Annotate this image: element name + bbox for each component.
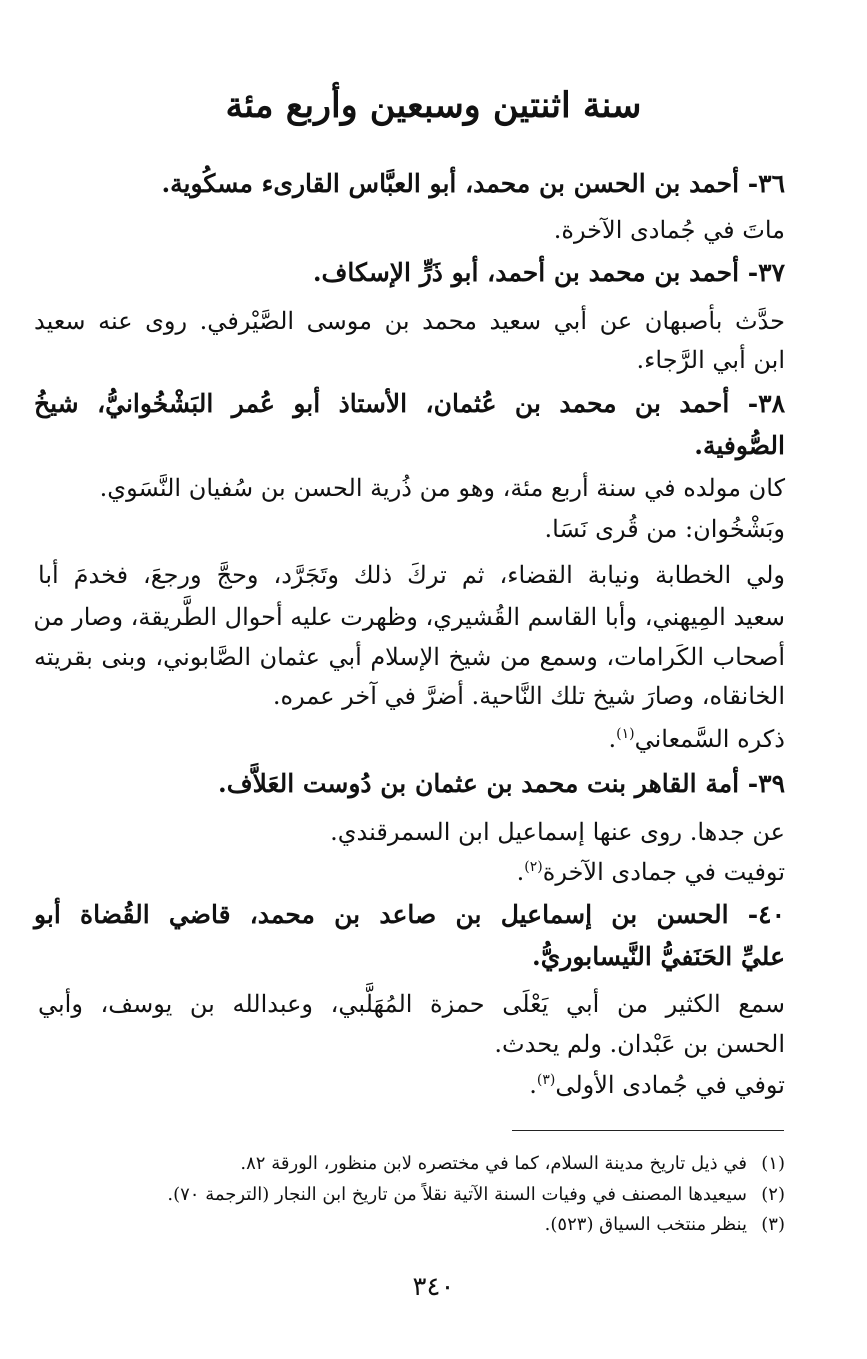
entry-38-text-3: ولي الخطابة ونيابة القضاء، ثم تركَ ذلك وتَجَرَّد، وحجَّ ورجعَ، فخدمَ أبا xyxy=(38,561,785,589)
entry-40-text-1: سمع الكثير من أبي يَعْلَى حمزة المُهَلَّبي، وعبدالله بن يوسف، وأبي xyxy=(38,990,785,1018)
footnote-ref-1: (١) xyxy=(616,726,635,742)
footnote-number: (٣) xyxy=(761,1214,785,1235)
entry-38-text-2: وبَشْخُوان: من قُرى نَسَا. xyxy=(544,515,785,543)
entry-39-heading: ٣٩- أمة القاهر بنت محمد بن عثمان بن دُوست العَلاَّف. xyxy=(218,769,785,798)
footnote-ref-3: (٣) xyxy=(536,1072,556,1088)
entry-38-text-6: الخانقاه، وصارَ شيخ تلك النَّاحية. أضرَّ في آخر عمره. xyxy=(272,682,785,710)
entry-37-heading: ٣٧- أحمد بن محمد بن أحمد، أبو ذَرٍّ الإسكاف. xyxy=(312,258,785,287)
entry-39-text-1: عن جدها. روى عنها إسماعيل ابن السمرقندي. xyxy=(330,818,785,846)
entry-36-text: ماتَ في جُمادى الآخرة. xyxy=(553,216,785,244)
entry-36-heading: ٣٦- أحمد بن الحسن بن محمد، أبو العبَّاس القارىء مسكُوية. xyxy=(161,169,785,198)
footnote-text: ينظر منتخب السياق (٥٢٣). xyxy=(544,1214,747,1235)
page-number: ٣٤٠ xyxy=(412,1272,455,1302)
footnote-number: (١) xyxy=(761,1153,785,1174)
page-title: سنة اثنتين وسبعين وأربع مئة xyxy=(225,85,642,126)
entry-40-text-3: توفي في جُمادى الأولى$^{(٣)}$. xyxy=(529,1071,785,1099)
entry-40-heading-1: ٤٠- الحسن بن إسماعيل بن صاعد بن محمد، قاضي القُضاة أبو xyxy=(34,900,785,929)
entry-38-text-1: كان مولده في سنة أربع مئة، وهو من ذُرية الحسن بن سُفيان النَّسَوي. xyxy=(99,474,785,502)
entry-39-text-2: توفيت في جمادى الآخرة$^{(٢)}$. xyxy=(516,858,785,886)
entry-38-heading-1: ٣٨- أحمد بن محمد بن عُثمان، الأستاذ أبو عُمر البَشْخُوانيُّ، شيخُ xyxy=(34,389,785,418)
entry-37-text-2: ابن أبي الرَّجاء. xyxy=(636,346,785,374)
footnote-ref-2: (٢) xyxy=(524,859,543,875)
footnote-text: في ذيل تاريخ مدينة السلام، كما في مختصره لابن منظور، الورقة ٨٢. xyxy=(240,1153,747,1174)
footnote-1 xyxy=(90,1152,785,1176)
entry-37-text-1: حدَّث بأصبهان عن أبي سعيد محمد بن موسى الصَّيْرفي. روى عنه سعيد xyxy=(34,307,786,335)
footnote-number: (٢) xyxy=(761,1184,785,1205)
footnote-text: سيعيدها المصنف في وفيات السنة الآتية نقلاً من تاريخ ابن النجار (الترجمة ٧٠). xyxy=(167,1184,747,1205)
entry-40-text-2: الحسن بن عَبْدان. ولم يحدث. xyxy=(494,1030,785,1058)
footnote-3 xyxy=(90,1213,785,1237)
entry-38-text-5: أصحاب الكَرامات، وسمع من شيخ الإسلام أبي عثمان الصَّابوني، وبنى بقريته xyxy=(34,643,785,671)
footnote-separator xyxy=(512,1130,784,1131)
entry-38-heading-2: الصُّوفية. xyxy=(694,431,785,460)
footnote-2 xyxy=(90,1183,785,1207)
entry-38-text-4: سعيد المِيهني، وأبا القاسم القُشيري، وظهرت عليه أحوال الطَّريقة، وصار من xyxy=(33,603,785,631)
entry-38-text-7: ذكره السَّمعاني$^{(١)}$. xyxy=(608,725,785,753)
entry-40-heading-2: عليِّ الحَنَفيُّ النَّيسابوريُّ. xyxy=(532,942,785,971)
